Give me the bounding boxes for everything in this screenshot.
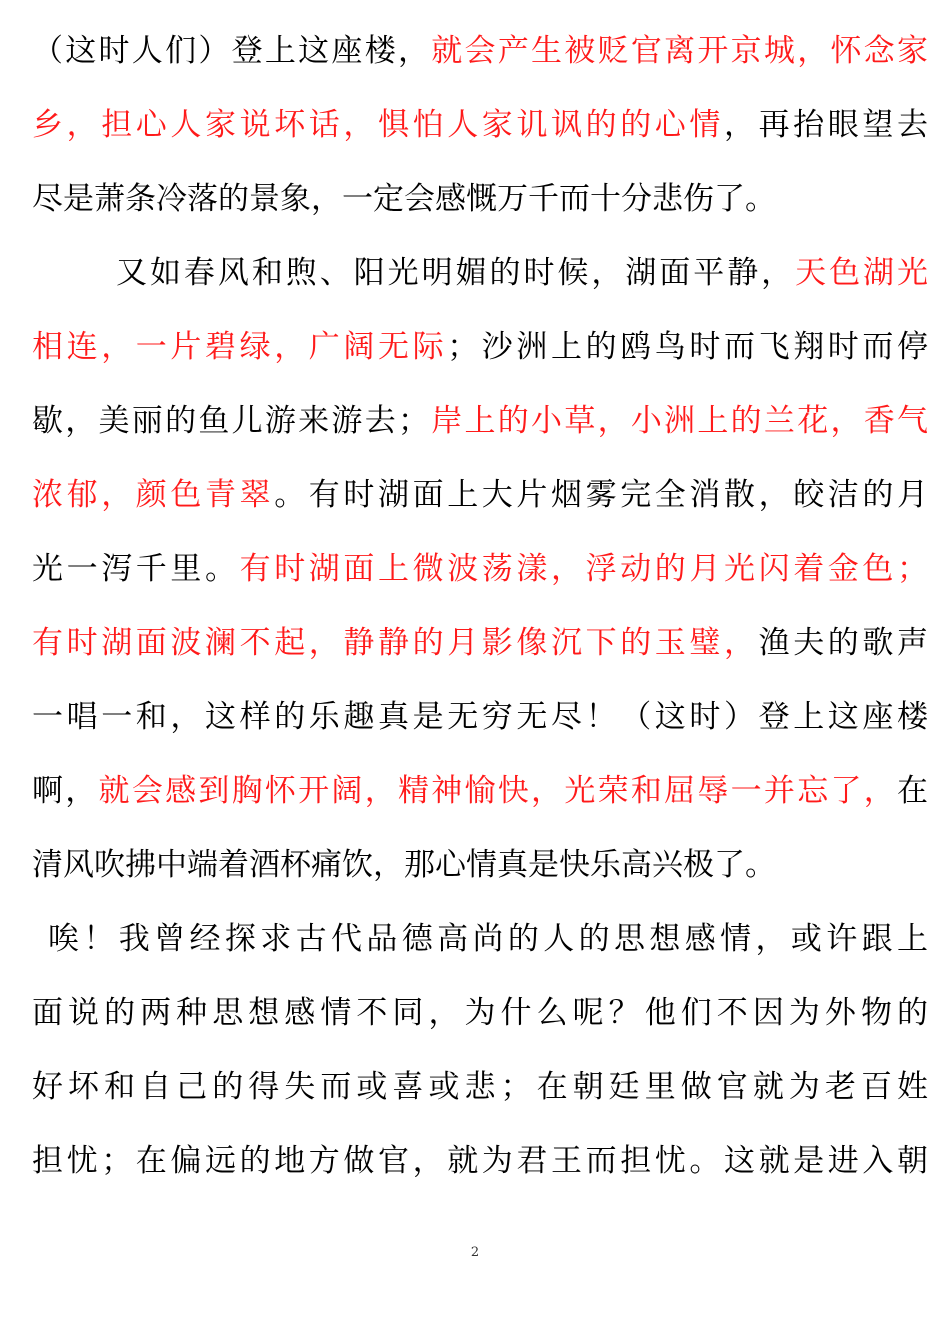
- text-line: [32, 310, 928, 384]
- body-text-span: （这时人们）登上这座楼，: [32, 33, 432, 69]
- body-text-span: ，再抬眼望去: [724, 107, 928, 143]
- highlighted-text: 就会感到胸怀开阔，精神愉快，光荣和屈辱一并忘了，: [98, 773, 898, 809]
- text-line: [32, 88, 928, 162]
- highlighted-text: 就会产生被贬官离开京城，怀念家: [431, 33, 928, 69]
- body-text-span: 光一泻千里。: [32, 551, 240, 587]
- body-text-span: 好坏和自己的得失而或喜或悲；在朝廷里做官就为老百姓: [32, 1069, 928, 1105]
- highlighted-text: 有时湖面上微波荡漾，浮动的月光闪着金色；: [239, 551, 928, 587]
- body-text-span: 。有时湖面上大片烟雾完全消散，皎洁的月: [274, 477, 928, 513]
- text-line: [32, 1124, 928, 1198]
- text-line: [32, 902, 928, 976]
- highlighted-text: 岸上的小草，小洲上的兰花，香气: [428, 403, 928, 439]
- text-line: [32, 976, 928, 1050]
- body-text-span: 在: [897, 773, 928, 809]
- text-line: [32, 680, 928, 754]
- text-line: [32, 1050, 928, 1124]
- highlighted-text: 浓郁，颜色青翠: [32, 477, 275, 513]
- text-line: [32, 384, 928, 458]
- body-text-span: 唉！我曾经探求古代品德高尚的人的思想感情，或许跟上: [48, 921, 928, 957]
- text-line: [32, 14, 928, 88]
- text-line: [32, 828, 928, 902]
- body-text-span: 歇，美丽的鱼儿游来游去；: [32, 403, 429, 439]
- page-number: 2: [470, 1245, 480, 1260]
- body-text-span: 一唱一和，这样的乐趣真是无穷无尽！（这时）登上这座楼: [32, 699, 928, 735]
- text-line: [32, 236, 928, 310]
- body-text-span: 尽是萧条冷落的景象，一定会感慨万千而十分悲伤了。: [32, 181, 776, 217]
- highlighted-text: 有时湖面波澜不起，静静的月影像沉下的玉璧，: [32, 625, 759, 661]
- body-text-span: 又如春风和煦、阳光明媚的时候，湖面平静，: [116, 255, 796, 291]
- text-line: [32, 162, 928, 236]
- highlighted-text: 乡，担心人家说坏话，惧怕人家讥讽的的心情: [32, 107, 724, 143]
- body-text-span: ；沙洲上的鸥鸟时而飞翔时而停: [447, 329, 928, 365]
- body-text-span: 啊，: [32, 773, 99, 809]
- body-text-span: 面说的两种思想感情不同，为什么呢？他们不因为外物的: [32, 995, 928, 1031]
- text-line: [32, 458, 928, 532]
- text-line: [32, 532, 928, 606]
- text-line: [32, 606, 928, 680]
- text-line: [32, 754, 928, 828]
- body-text-span: 渔夫的歌声: [758, 625, 928, 661]
- body-text-span: 清风吹拂中端着酒杯痛饮，那心情真是快乐高兴极了。: [32, 847, 776, 883]
- highlighted-text: 相连，一片碧绿，广阔无际: [32, 329, 448, 365]
- highlighted-text: 天色湖光: [795, 255, 928, 291]
- body-text-span: 担忧；在偏远的地方做官，就为君王而担忧。这就是进入朝: [32, 1143, 928, 1179]
- body-text: [32, 14, 928, 1198]
